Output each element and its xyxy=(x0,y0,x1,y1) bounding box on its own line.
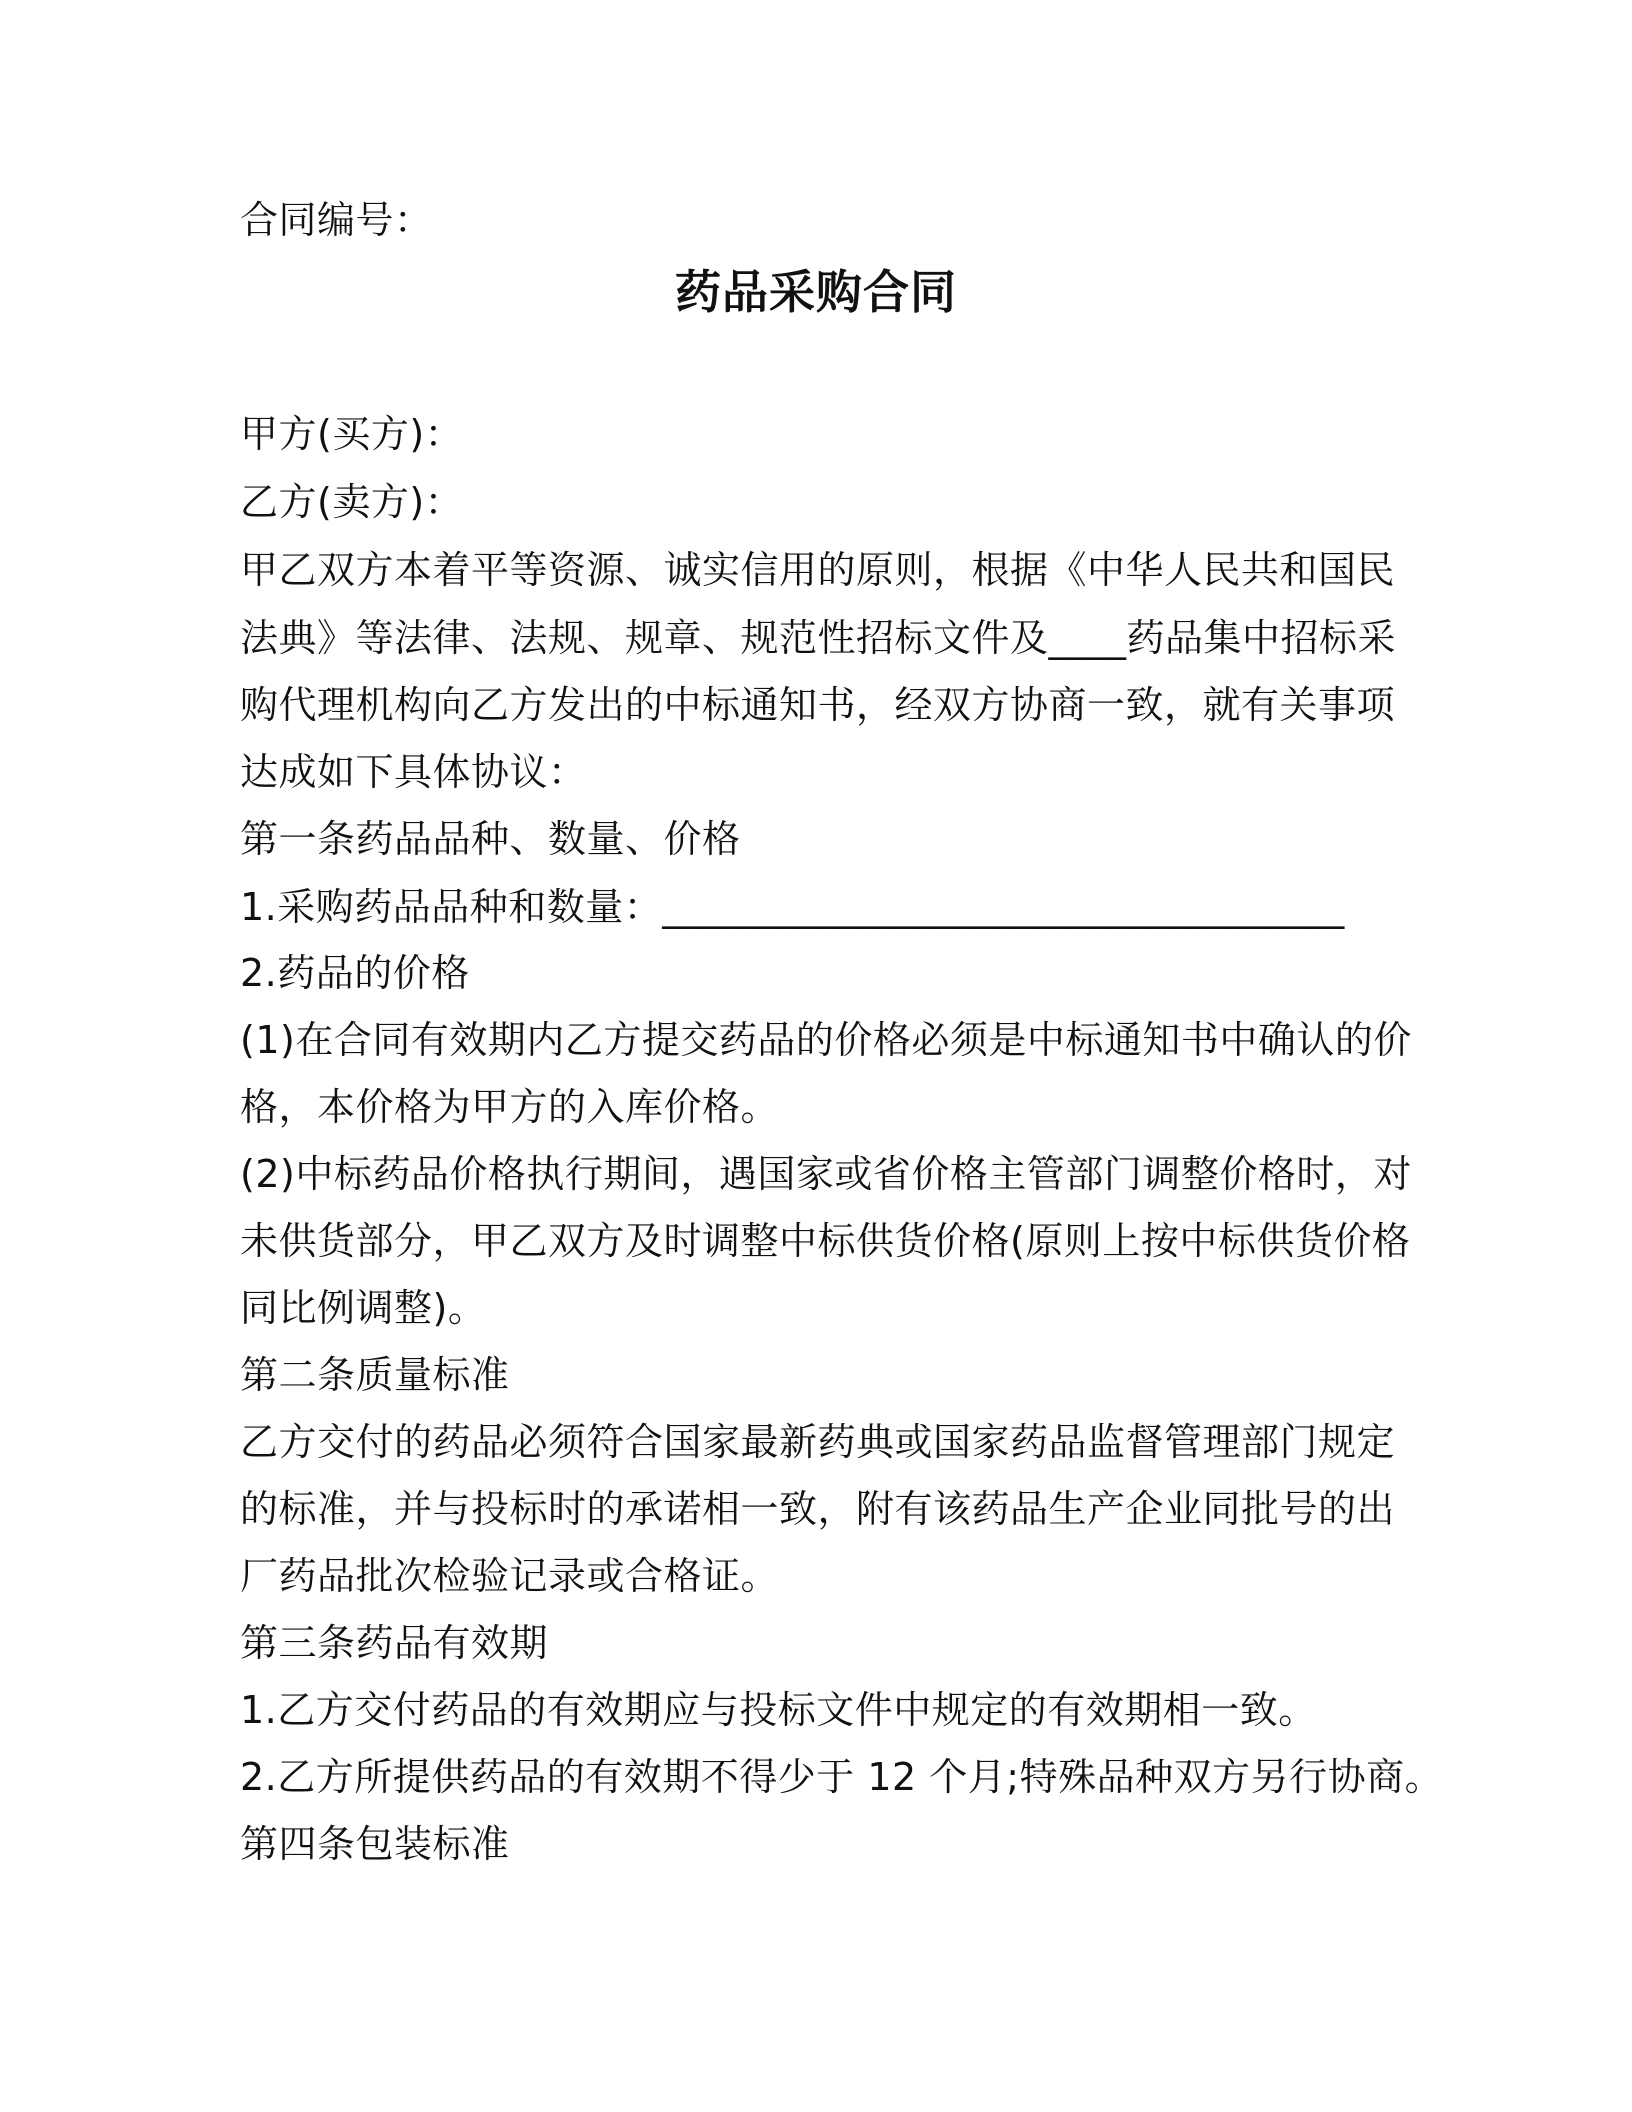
article-3-item-2: 2.乙方所提供药品的有效期不得少于 12 个月;特殊品种双方另行协商。 xyxy=(240,1755,1444,1799)
party-a-line: 甲方(买方)： xyxy=(240,412,464,456)
article-2-heading: 第二条质量标准 xyxy=(240,1353,510,1397)
intro-line: 购代理机构向乙方发出的中标通知书，经双方协商一致，就有关事项 xyxy=(240,683,1396,727)
party-b-line: 乙方(卖方)： xyxy=(240,480,464,524)
article-2-body-line: 乙方交付的药品必须符合国家最新药典或国家药品监督管理部门规定 xyxy=(240,1420,1396,1464)
contract-number-label: 合同编号： xyxy=(240,198,433,242)
article-1-paragraph-1-line: 格，本价格为甲方的入库价格。 xyxy=(240,1085,780,1129)
article-1-heading: 第一条药品品种、数量、价格 xyxy=(240,817,741,861)
document-title: 药品采购合同 xyxy=(675,265,957,319)
article-2-body-line: 的标准，并与投标时的承诺相一致，附有该药品生产企业同批号的出 xyxy=(240,1487,1396,1531)
article-1-paragraph-2-line: 未供货部分，甲乙双方及时调整中标供货价格(原则上按中标供货价格 xyxy=(240,1219,1411,1263)
article-3-item-1: 1.乙方交付药品的有效期应与投标文件中规定的有效期相一致。 xyxy=(240,1688,1317,1732)
article-4-heading: 第四条包装标准 xyxy=(240,1822,510,1866)
intro-line: 法典》等法律、法规、规章、规范性招标文件及____药品集中招标采 xyxy=(240,616,1397,660)
article-2-body-line: 厂药品批次检验记录或合格证。 xyxy=(240,1554,780,1598)
article-1-item-1: 1.采购药品品种和数量：___________________________________ xyxy=(240,885,1345,929)
intro-line: 甲乙双方本着平等资源、诚实信用的原则，根据《中华人民共和国民 xyxy=(240,548,1396,592)
article-1-paragraph-2-line: 同比例调整)。 xyxy=(240,1286,487,1330)
article-3-heading: 第三条药品有效期 xyxy=(240,1621,549,1665)
article-1-paragraph-1-line: (1)在合同有效期内乙方提交药品的价格必须是中标通知书中确认的价 xyxy=(240,1018,1412,1062)
article-1-item-2: 2.药品的价格 xyxy=(240,951,470,995)
article-1-paragraph-2-line: (2)中标药品价格执行期间，遇国家或省价格主管部门调整价格时，对 xyxy=(240,1152,1412,1196)
intro-line: 达成如下具体协议： xyxy=(240,750,587,794)
